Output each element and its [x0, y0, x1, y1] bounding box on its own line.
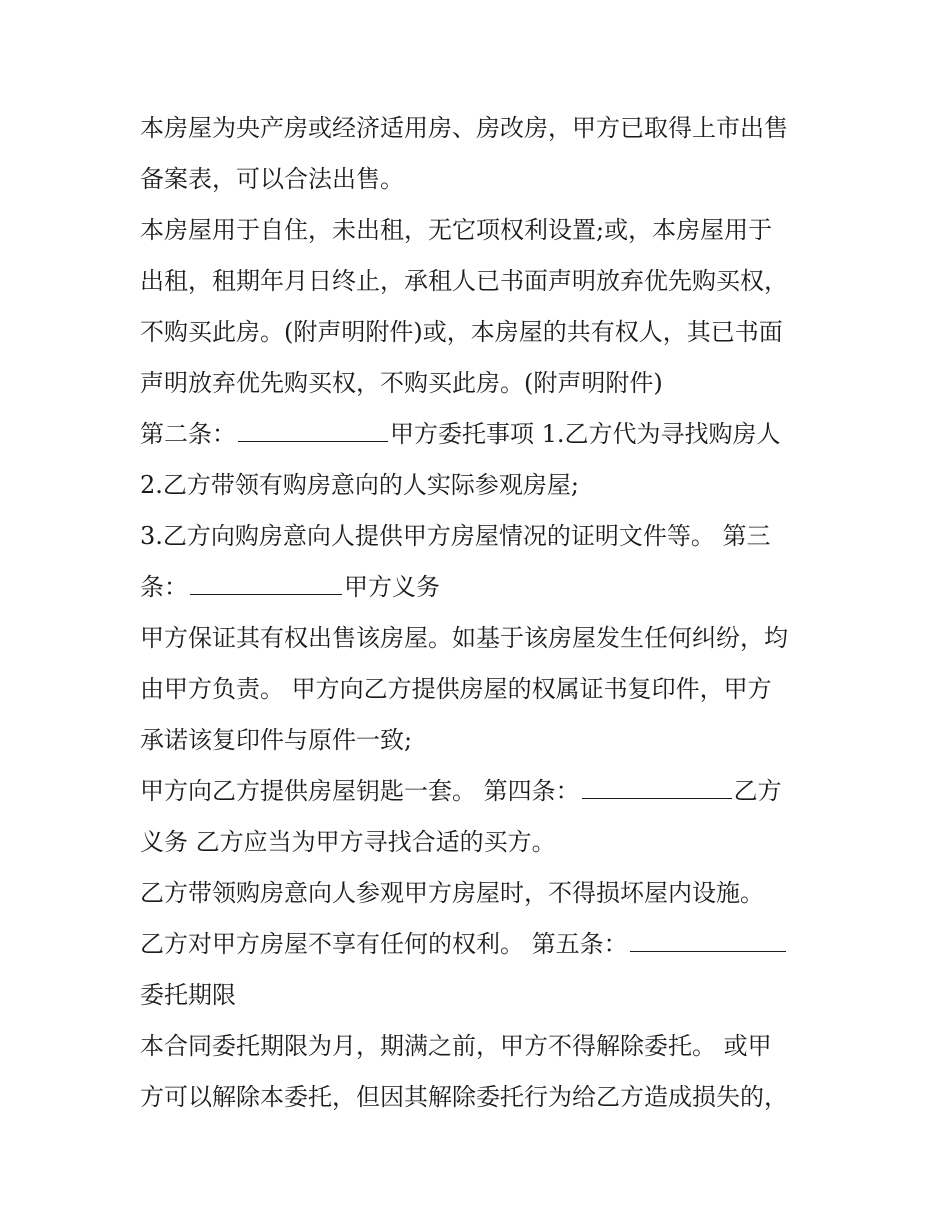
article-three-line — [140, 562, 820, 613]
fill-in-blank — [238, 440, 388, 442]
text-line: 本合同委托期限为月，期满之前，甲方不得解除委托。 或甲 — [140, 1032, 772, 1060]
text-line: 出租，租期年月日终止，承租人已书面声明放弃优先购买权， — [140, 267, 788, 295]
article-two-title: 甲方委托事项 1.乙方代为寻找购房人 — [390, 420, 781, 448]
text-line: 委托期限 — [140, 981, 236, 1009]
fill-in-blank — [190, 593, 342, 595]
text-line: 本房屋为央产房或经济适用房、房改房，甲方已取得上市出售 — [140, 114, 788, 142]
text-line: 承诺该复印件与原件一致; — [140, 726, 413, 754]
article-four-line — [140, 766, 820, 817]
article-two-line — [140, 409, 820, 460]
text-line: 2.乙方带领有购房意向的人实际参观房屋; — [140, 471, 579, 499]
article-four-label: 甲方向乙方提供房屋钥匙一套。 第四条： — [140, 777, 580, 805]
article-two-label: 第二条： — [140, 420, 236, 448]
fill-in-blank — [630, 950, 786, 952]
article-five-line — [140, 919, 820, 970]
text-line: 乙方带领购房意向人参观甲方房屋时，不得损坏屋内设施。 — [140, 879, 764, 907]
text-line: 声明放弃优先购买权，不购买此房。(附声明附件) — [140, 369, 663, 397]
text-line: 本房屋用于自住，未出租，无它项权利设置;或，本房屋用于 — [140, 216, 773, 244]
article-four-title: 乙方 — [733, 777, 782, 805]
text-line: 义务 乙方应当为甲方寻找合适的买方。 — [140, 828, 556, 856]
text-line: 不购买此房。(附声明附件)或，本房屋的共有权人，其已书面 — [140, 318, 783, 346]
contract-body — [140, 103, 820, 1123]
text-line: 3.乙方向购房意向人提供甲方房屋情况的证明文件等。 第三 — [140, 522, 771, 550]
article-three-label: 条： — [140, 573, 188, 601]
article-five-label: 乙方对甲方房屋不享有任何的权利。 第五条： — [140, 930, 628, 958]
article-three-title: 甲方义务 — [344, 573, 440, 601]
fill-in-blank — [582, 797, 732, 799]
text-line: 由甲方负责。 甲方向乙方提供房屋的权属证书复印件，甲方 — [140, 675, 772, 703]
text-line: 甲方保证其有权出售该房屋。如基于该房屋发生任何纠纷，均 — [140, 624, 788, 652]
text-line: 备案表，可以合法出售。 — [140, 165, 404, 193]
text-line: 方可以解除本委托，但因其解除委托行为给乙方造成损失的， — [140, 1083, 788, 1111]
